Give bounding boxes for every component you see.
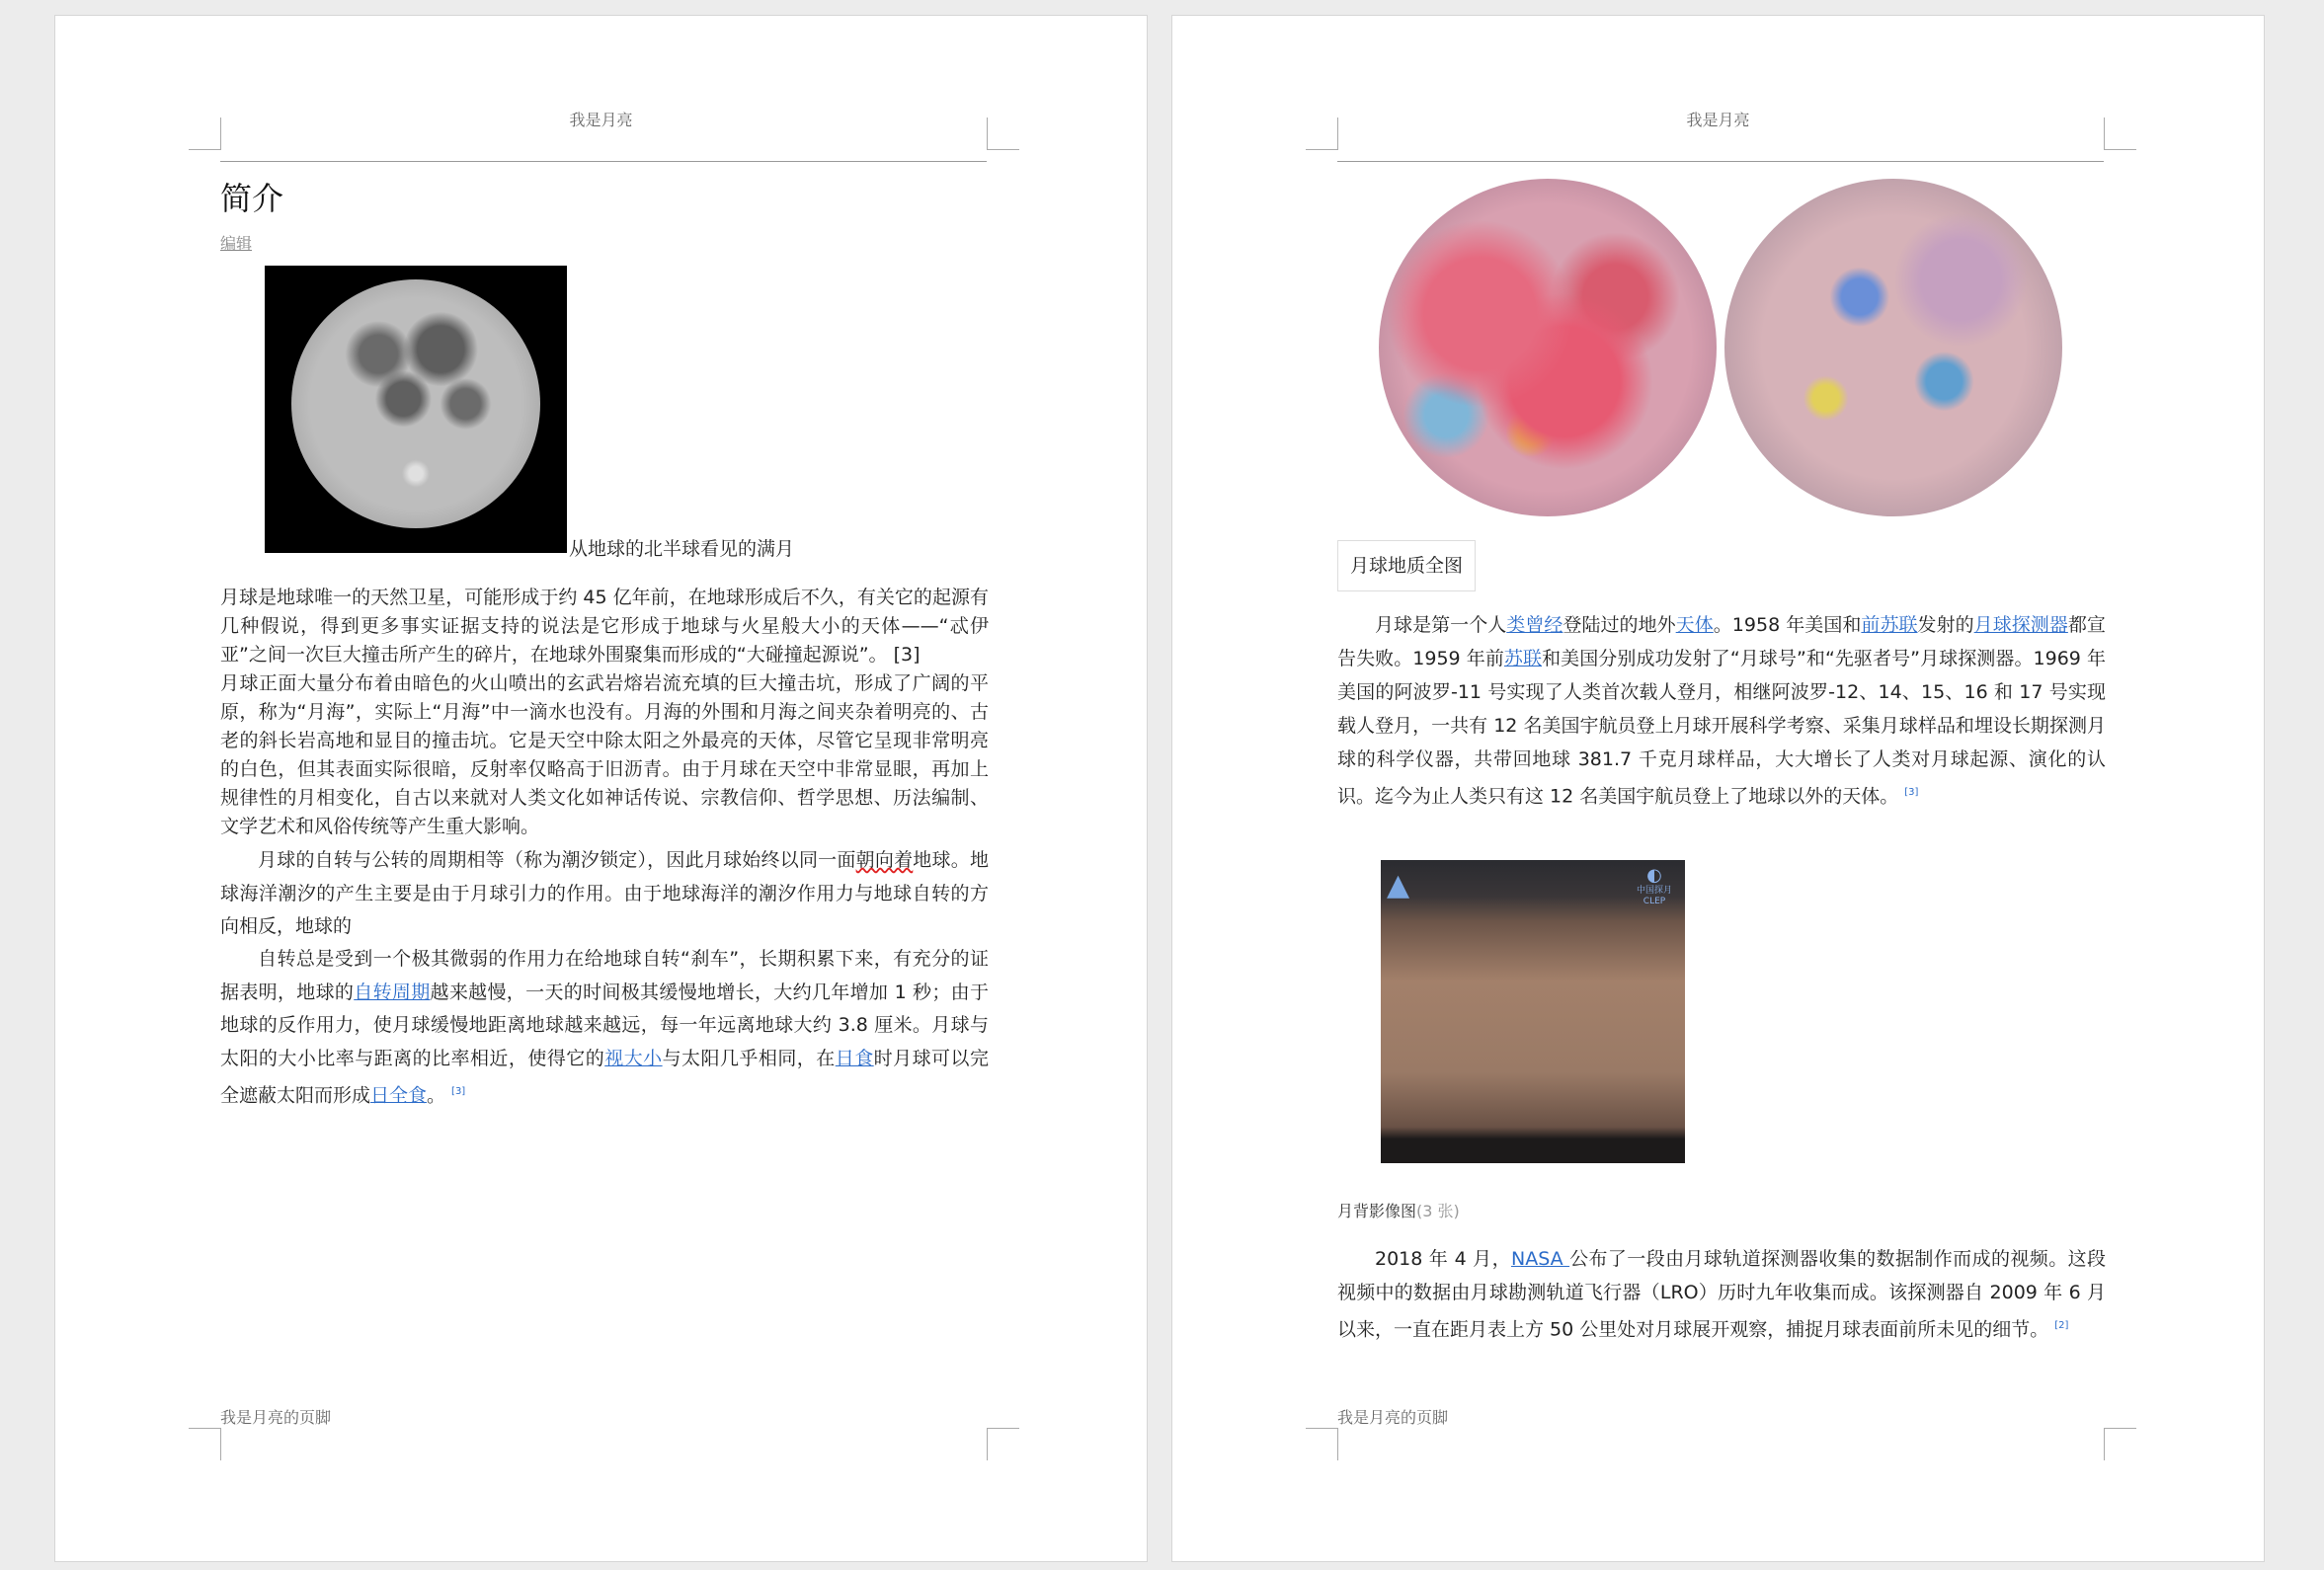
text-run: 地球。地球海洋潮汐的产生主要是由于月球引力的作用。由于地球海洋的潮汐作用力与地球自转的方向相反，地球的 [220,849,989,937]
cnsa-logo-icon: ▲ [1387,868,1410,903]
corner-mark [1306,1428,1338,1460]
page-footer[interactable]: 我是月亮的页脚 [220,1408,332,1427]
hyperlink[interactable]: 月球探测器 [1973,614,2068,636]
hyperlink[interactable]: NASA [1511,1248,1570,1270]
clep-logo-icon: ◐ [1646,865,1662,886]
far-side-globe [1724,179,2062,516]
citation-link[interactable]: [3] [451,1086,466,1097]
hyperlink[interactable]: 日全食 [370,1084,428,1107]
moon-disc [291,279,540,528]
text-run: 2018 年 4 月， [1375,1248,1511,1270]
lunar-geologic-map-image[interactable] [1379,179,2063,519]
paragraph [220,584,989,669]
corner-mark [2104,1428,2136,1460]
text-run: 月球正面大量分布着由暗色的火山喷出的玄武岩熔岩流充填的巨大撞击坑，形成了广阔的平原，称为“月海”，实际上“月海”中一滴水也没有。月海的外围和月海之间夹杂着明亮的、古老的斜长岩高地和显目的撞击坑。它是天空中除太阳之外最亮的天体，尽管它呈现非常明亮的白色，但其表面实际很暗，反射率仅略高于旧沥青。由于月球在天空中非常显眼，再加上规律性的月相变化，自古以来就对人类文化如神话传说、宗教信仰、哲学思想、历法编制、文学艺术和风俗传统等产生重大影响。 [220,672,989,837]
far-side-photo[interactable] [1381,860,1685,1163]
hyperlink[interactable]: 自转周期 [354,981,431,1003]
clep-logo-text: 中国探月 CLEP [1636,886,1672,906]
geologic-map-caption: 月球地质全图 [1337,540,1476,591]
text-run: 发射的 [1917,614,1974,636]
far-side-caption [1337,1199,1460,1221]
page-header[interactable]: 我是月亮 [1686,111,1750,129]
edit-link[interactable]: 编辑 [220,234,253,253]
citation-link[interactable]: [3] [1904,787,1919,798]
paragraph [1337,608,2106,813]
near-side-globe [1379,179,1717,516]
paragraph [220,844,989,944]
far-caption-text: 月背影像图 [1337,1202,1417,1220]
text-run: 时月球可以完全遮蔽太阳而形成 [220,1047,989,1107]
text-run: 公布了一段由月球轨道探测器收集的数据制作而成的视频。这段视频中的数据由月球勘测轨道飞行器（LRO）历时九年收集而成。该探测器自 2009 年 6 月以来，一直在距月表上方 50 公里处对月球展开观察，捕捉月球表面前所未见的细节。 [1337,1248,2106,1341]
text-run: 月球是地球唯一的天然卫星，可能形成于约 45 亿年前，在地球形成后不久，有关它的起源有几种假说，得到更多事实证据支持的说法是它形成于地球与火星般大小的天体——“忒伊亚”之间一次巨大撞击所产生的碎片，在地球外围聚集而形成的“大碰撞起源说”。 [3] [220,587,989,666]
paragraph [220,669,989,841]
citation-link[interactable]: [2] [2054,1320,2069,1331]
header-divider [1337,161,2104,162]
page-footer[interactable]: 我是月亮的页脚 [1337,1408,1449,1427]
text-run: 。 [427,1084,446,1107]
hyperlink[interactable]: 苏联 [1503,648,1543,669]
spellcheck-flagged-text[interactable]: 朝向着 [855,849,914,871]
full-moon-image[interactable] [265,266,567,553]
corner-mark [987,1428,1019,1460]
text-run: 登陆过的地外 [1563,614,1676,636]
clep-logo [1630,866,1679,907]
text-run: 自转总是受到一个极其微弱的作用力在给地球自转“刹车”，长期积累下来，有充分的证据表明，地球的 [220,948,989,1003]
text-run: 都宣告失败。1959 年前 [1337,614,2106,669]
hyperlink[interactable]: 类曾经 [1506,614,1563,636]
text-run: 越来越慢，一天的时间极其缓慢地增长，大约几年增加 1 秒；由于地球的反作用力，使月球缓慢地距离地球越来越远，每一年远离地球大约 3.8 厘米。月球与太阳的大小比率与距离的比率相近，使得它的 [220,981,989,1069]
paragraph [1337,1242,2106,1346]
document-page-1 [54,15,1148,1562]
hyperlink[interactable]: 视大小 [604,1047,663,1069]
page-header[interactable]: 我是月亮 [569,111,633,129]
text-run: 与太阳几乎相同，在 [662,1047,836,1069]
text-run: 月球的自转与公转的周期相等（称为潮汐锁定），因此月球始终以同一面 [258,849,856,871]
hyperlink[interactable]: 前苏联 [1861,614,1918,636]
header-divider [220,161,987,162]
text-run: 月球是第一个人 [1375,614,1507,636]
hyperlink[interactable]: 日食 [835,1047,874,1069]
corner-mark [189,1428,221,1460]
document-page-2 [1171,15,2265,1562]
far-caption-count: (3 张) [1416,1202,1460,1220]
text-run: 和美国分别成功发射了“月球号”和“先驱者号”月球探测器。1969 年美国的阿波罗-11 号实现了人类首次载人登月，相继阿波罗-12、14、15、16 和 17 号实现载人登月，一共有 12 名美国宇航员登上月球开展科学考察、采集月球样品和埋设长期探测月球的科学仪器，共带回地球 381.7 千克月球样品，大大增长了人类对月球起源、演化的认识。迄今为止人类只有这 12 名美国宇航员登上了地球以外的天体。 [1337,648,2106,808]
section-title: 简介 [220,180,284,217]
text-run: 。1958 年美国和 [1713,614,1862,636]
paragraph [220,943,989,1113]
moon-image-caption: 从地球的北半球看见的满月 [569,538,795,560]
hyperlink[interactable]: 天体 [1675,614,1714,636]
